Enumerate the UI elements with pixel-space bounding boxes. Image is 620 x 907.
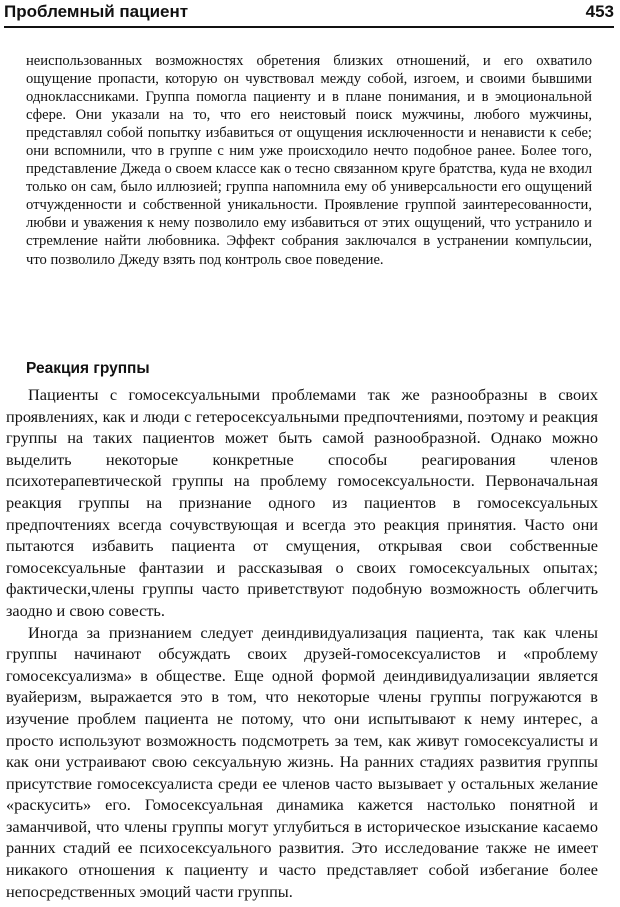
running-header: [4, 0, 614, 28]
body-paragraph: Пациенты с гомосексуальными проблемами так же разнообразны в своих проявлениях, как и люди с гетеросексуальными предпочтениями, поэтому и реакция группы на таких пациентов может быть самой разнообразной. Однако можно выделить некоторые конкретные способы реагирования членов психотерапевтической группы на проблему гомосексуальности. Первоначальная реакция группы на признание одного из пациентов в гомосексуальных предпочтениях всегда сочувствующая и всегда это реакция принятия. Часто они пытаются избавить пациента от смущения, открывая свои собственные гомосексуальные фантазии и рассказывая о своих гомосексуальных опытах; фактически,члены группы часто приветствуют подобную возможность облегчить заодно и свою совесть.: [6, 385, 598, 620]
body-paragraph: Иногда за признанием следует деиндивидуализация пациента, так как члены группы начинают обсуждать своих друзей-гомосексуалистов и «проблему гомосексуализма» в обществе. Еще одной формой деиндивидуализации является вуайеризм, выражается это в том, что некоторые члены группы погружаются в изучение проблем пациента не потому, что они испытывают к нему интерес, а просто используют возможность подсмотреть за тем, как живут гомосексуалисты и как они устраивают свою сексуальную жизнь. На ранних стадиях развития группы присутствие гомосексуалиста среди ее членов часто вызывает у остальных желание «раскусить» его. Гомосексуальная динамика кажется настолько понятной и заманчивой, что члены группы могут углубиться в историческое изыскание касаемо ранних стадий ее психосексуального развития. Это исследование также не имеет никакого отношения к пациенту и часто представляет собой избегание более непосредственных эмоций части группы.: [6, 622, 598, 901]
page-number: 453: [585, 2, 614, 21]
running-title: Проблемный пациент: [4, 2, 189, 21]
case-quote: неиспользованных возможностях обретения близких отношений, и его охватило ощущение пропасти, которую он чувствовал между собой, изгоем, и своими бывшими одноклассниками. Группа помогла пациенту и в плане понимания, и в эмоциональной сфере. Они указали на то, что его неистовый поиск мужчины, любого мужчины, представлял собой попытку избавиться от ощущения исключенности и ненависти к себе; они вспомнили, что в группе с ним уже происходило нечто подобное ранее. Более того, представление Джеда о своем классе как о тесно связанном круге братства, куда не входил только он сам, было иллюзией; группа напомнила ему об универсальности его ощущений отчужденности и собственной уникальности. Проявление группой заинтересованности, любви и уважения к нему позволило ему избавиться от этих ощущений, что устранило и стремление найти любовника. Эффект собрания заключался в устранении компульсии, что позволило Джеду взять под контроль свое поведение.: [26, 53, 592, 268]
section-body: [6, 384, 598, 902]
section-heading: Реакция группы: [26, 360, 150, 377]
